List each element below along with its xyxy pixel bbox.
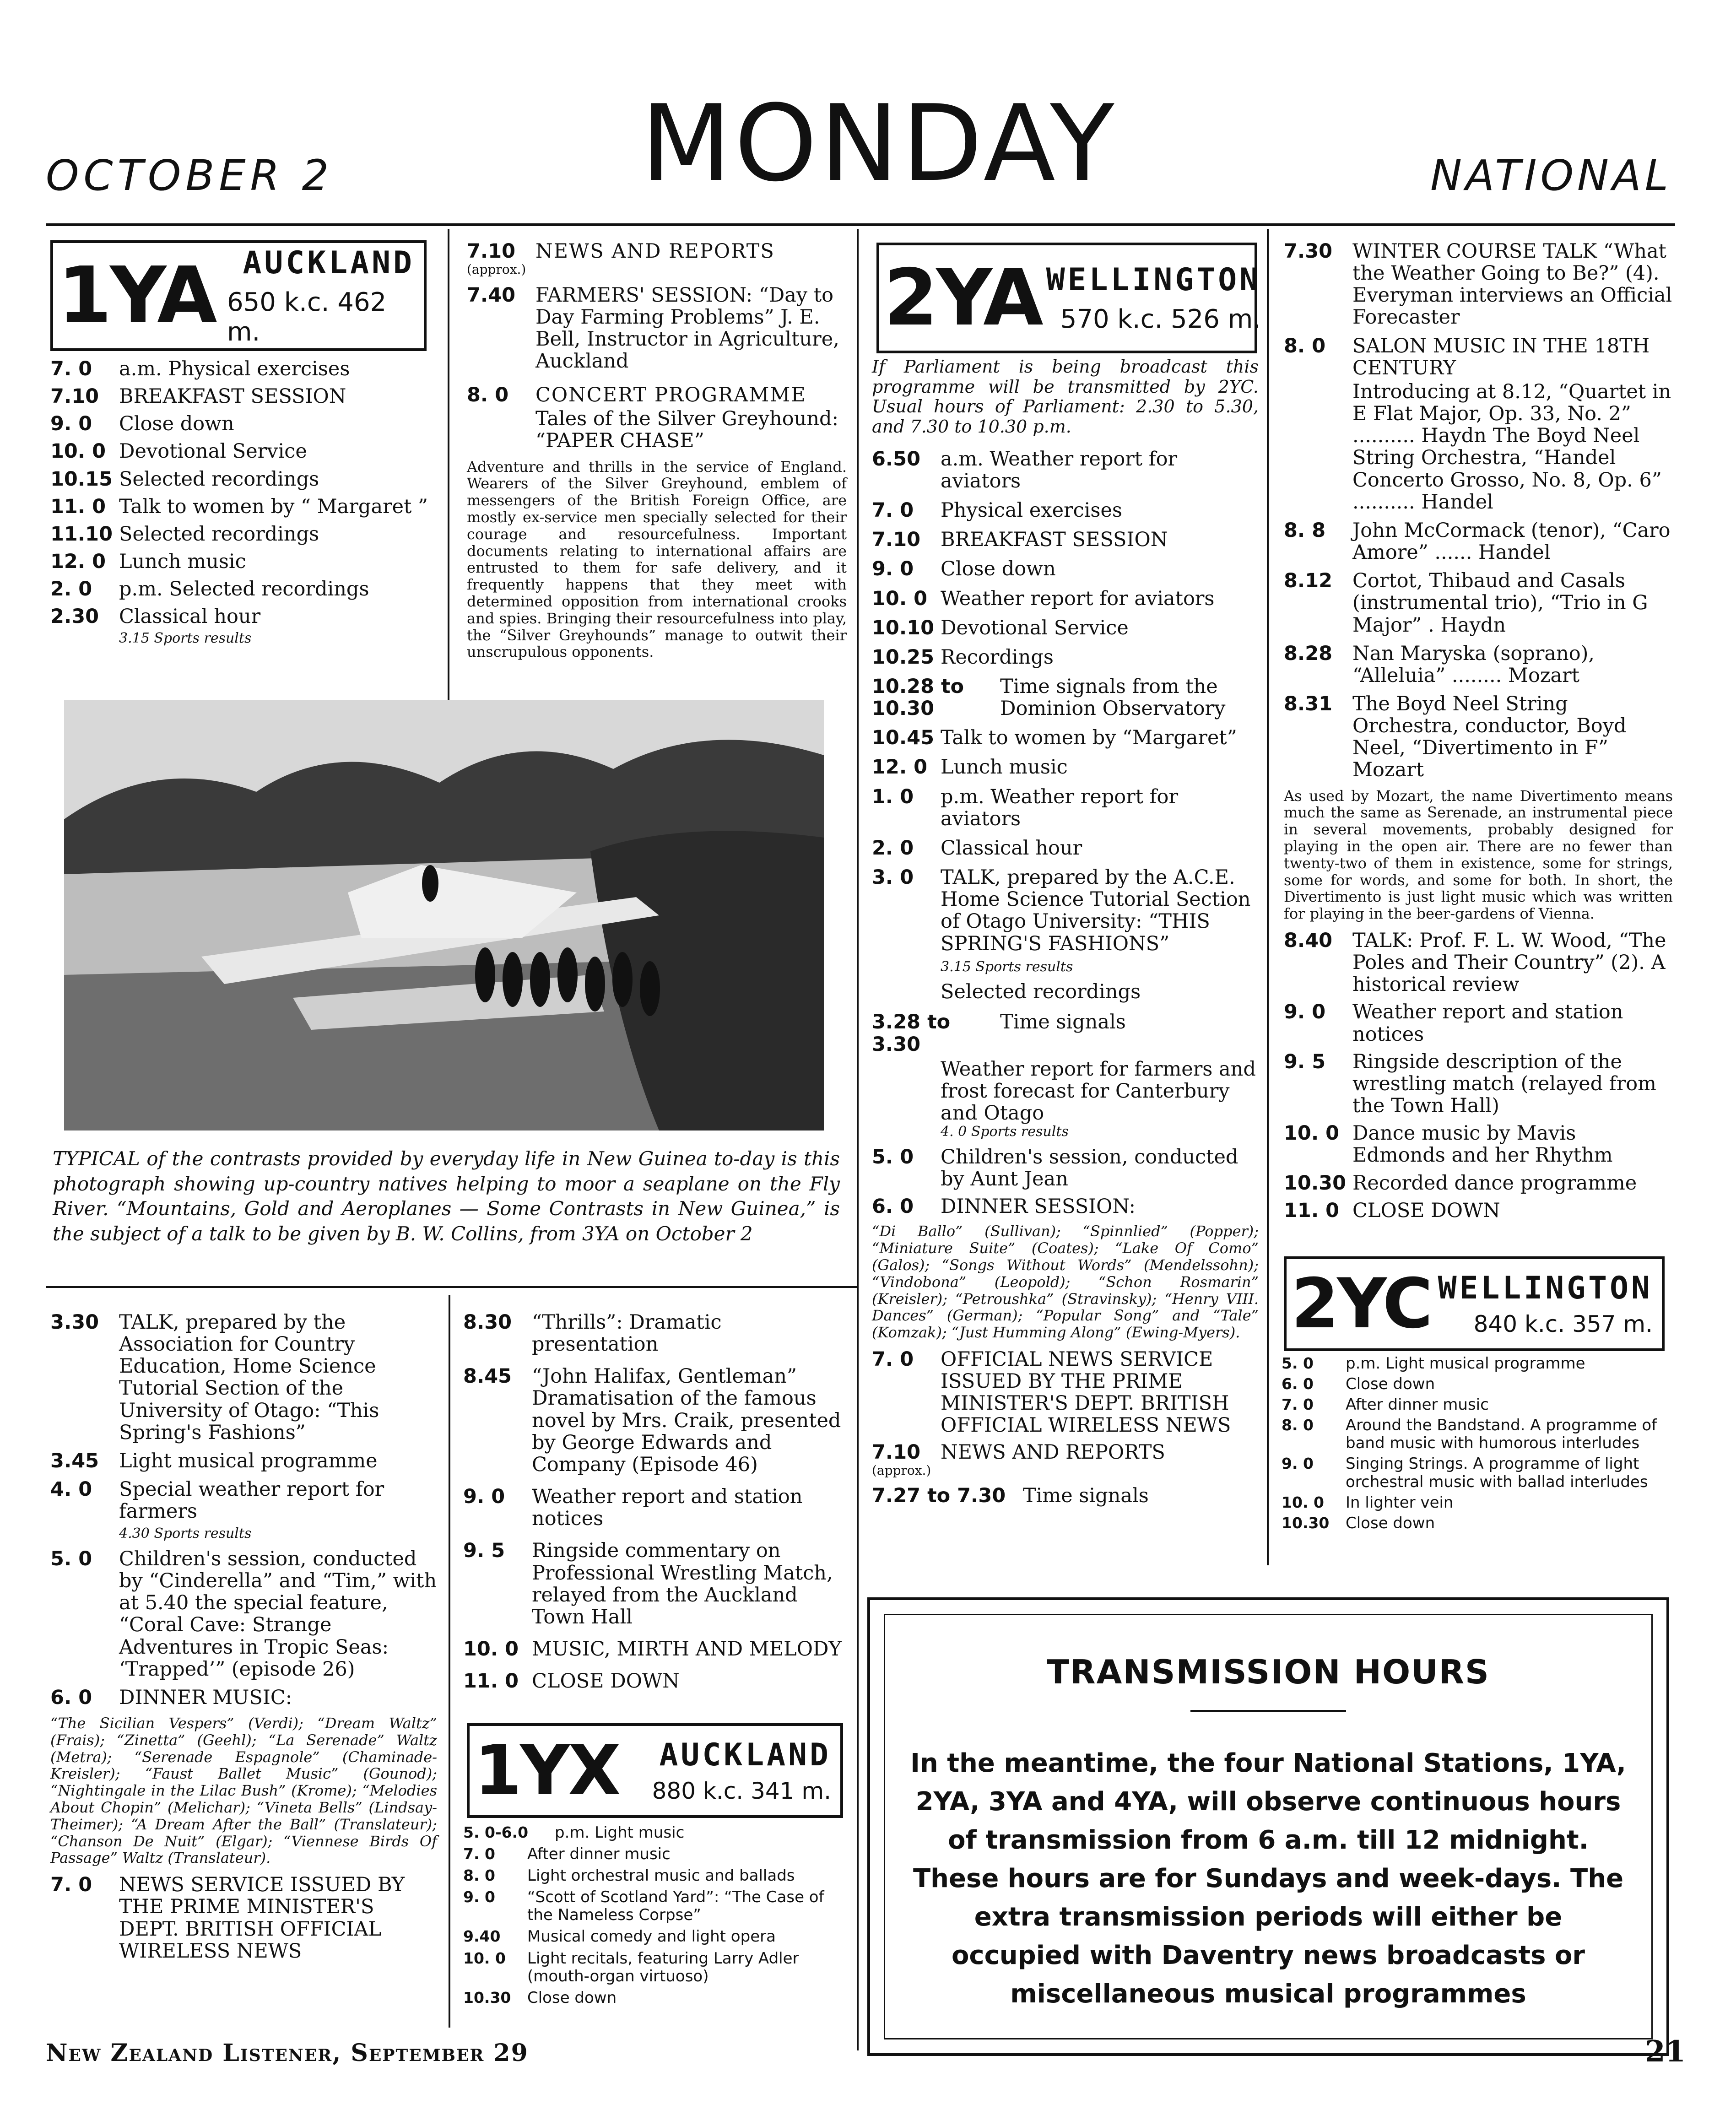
schedule-row xyxy=(50,385,444,407)
sports-results-note: 4.30 Sports results xyxy=(119,1525,252,1542)
schedule-row xyxy=(50,523,444,545)
programme-title: TALK: Prof. F. L. W. Wood, “The Poles and Their Country” (2). A historical review xyxy=(1352,929,1666,996)
programme-title: Selected recordings xyxy=(119,522,319,546)
programme-title: WINTER COURSE TALK “What the Weather Going to Be?” (4). Everyman interviews an Official Forecaster xyxy=(1352,240,1672,329)
programme-title: Children's session, conducted by Aunt Jean xyxy=(941,1145,1238,1190)
schedule-row xyxy=(1284,519,1673,563)
time-label: 10. 0 xyxy=(50,440,106,463)
programme-title: Light recitals, featuring Larry Adler (mouth-organ virtuoso) xyxy=(527,1949,799,1985)
time-label: 7.10 xyxy=(872,1440,921,1464)
programme-title: Classical hour xyxy=(941,836,1082,860)
programme-title: Children's session, conducted by “Cinderella” and “Tim,” with at 5.40 the special feature, “Coral Cave: Strange Adventures in Tropic Seas: ‘Trapped’” (episode 26) xyxy=(119,1547,437,1681)
time-label: 6. 0 xyxy=(1282,1375,1314,1393)
time-label: 10.25 xyxy=(872,645,935,669)
programme-title: Physical exercises xyxy=(941,499,1122,522)
schedule-row xyxy=(872,617,1259,639)
schedule-row xyxy=(463,1989,843,2007)
schedule-row xyxy=(872,866,1259,955)
schedule-row xyxy=(872,529,1259,551)
time-label: 2.30 xyxy=(50,605,99,628)
programme-title: BREAKFAST SESSION xyxy=(119,385,346,408)
time-label: 8.28 xyxy=(1284,642,1333,665)
time-label: 3.45 xyxy=(50,1449,99,1472)
schedule-row xyxy=(463,1311,848,1355)
schedule-row xyxy=(463,1950,843,1985)
programme-title: Close down xyxy=(527,1988,617,2007)
schedule-row xyxy=(1282,1494,1671,1512)
schedule-row xyxy=(463,1867,843,1885)
programme-title: Time signals xyxy=(1000,1011,1126,1034)
time-label: 7. 0 xyxy=(463,1845,495,1863)
time-label: 8.12 xyxy=(1284,569,1333,593)
time-label: 8. 0 xyxy=(1282,1416,1314,1434)
station-city: WELLINGTON xyxy=(1438,1270,1653,1306)
schedule-1ya-afternoon xyxy=(50,1311,437,1962)
time-label: 9. 0 xyxy=(463,1888,495,1906)
programme-title: FARMERS' SESSION: “Day to Day Farming Problems” J. E. Bell, Instructor in Agriculture, Auckland xyxy=(535,283,839,373)
time-label: 12. 0 xyxy=(50,550,106,573)
programme-title: SALON MUSIC IN THE 18TH CENTURY xyxy=(1352,334,1650,379)
schedule-row xyxy=(1284,1001,1673,1045)
time-label: 2. 0 xyxy=(50,578,92,601)
schedule-row xyxy=(872,558,1259,580)
time-label: 7.40 xyxy=(467,283,516,307)
section-rule xyxy=(46,1286,857,1288)
time-label: 7. 0 xyxy=(50,1873,92,1897)
programme-title: Musical comedy and light opera xyxy=(527,1927,776,1946)
schedule-row xyxy=(50,578,444,600)
schedule-1ya-night xyxy=(463,1311,848,1702)
divertimento-note: As used by Mozart, the name Divertimento means much the same as Serenade, an instrumental piece in several movements, probably designed for playing in the open air. There are no fewer than twenty-two of them in existence, some for strings, some for words, and some for both. In short, the Divertimento is just light music which was written for playing in the beer-gardens of Vienna. xyxy=(1284,787,1673,923)
paper-chase-description: Adventure and thrills in the service of England. Wearers of the Silver Greyhound, emblem of messengers of the British Foreign Office, are mostly ex-service men specially selected for their courage and resourcefulness. Important documents relating to international affairs are entrusted to them for safe delivery, and it frequently happens that they meet with determined opposition from international crooks and spies. Bringing their resourcefulness into play, the “Silver Greyhounds” manage to outwit their unscrupulous opponents. xyxy=(467,458,847,661)
schedule-row xyxy=(50,1450,437,1472)
schedule-row xyxy=(872,499,1259,521)
time-label: 7. 0 xyxy=(50,357,92,380)
schedule-row xyxy=(463,1845,843,1863)
programme-title: Weather report for aviators xyxy=(941,587,1215,610)
time-label: 6. 0 xyxy=(872,1195,914,1218)
time-label: 10. 0 xyxy=(1284,1122,1340,1145)
schedule-row xyxy=(50,551,444,573)
schedule-row xyxy=(463,1486,848,1530)
selected-recordings: Selected recordings xyxy=(941,980,1141,1004)
programme-title: After dinner music xyxy=(1346,1396,1489,1414)
time-label: 9. 0 xyxy=(1284,1001,1326,1024)
programme-title: Close down xyxy=(119,412,234,436)
programme-title: Selected recordings xyxy=(119,467,319,491)
programme-title: “John Halifax, Gentleman” Dramatisation of the famous novel by Mrs. Craik, presented by George Edwards and Company (Episode 46) xyxy=(532,1365,841,1476)
time-label: 9. 0 xyxy=(50,412,92,436)
schedule-row xyxy=(1282,1455,1671,1491)
programme-title: CLOSE DOWN xyxy=(1352,1199,1500,1222)
schedule-row xyxy=(1284,1122,1673,1166)
time-label: 7.10 xyxy=(467,240,516,263)
page-day-title: MONDAY xyxy=(641,83,1117,205)
schedule-row xyxy=(872,1195,1259,1217)
schedule-row xyxy=(463,1928,843,1946)
programme-title: Dance music by Mavis Edmonds and her Rhythm xyxy=(1352,1122,1613,1167)
schedule-row xyxy=(1284,643,1673,687)
approx-note: (approx.) xyxy=(467,262,526,277)
programme-title: TALK, prepared by the A.C.E. Home Science Tutorial Section of Otago University: “THIS SPRING'S FASHIONS” xyxy=(941,866,1251,955)
time-label: 11. 0 xyxy=(463,1670,519,1693)
programme-title: Weather report for farmers and frost forecast for Canterbury and Otago xyxy=(941,1057,1256,1125)
time-label: 8.45 xyxy=(463,1365,512,1388)
station-city: WELLINGTON xyxy=(1046,262,1261,298)
page-number: 21 xyxy=(1644,2034,1686,2069)
time-label: 2. 0 xyxy=(872,836,914,860)
time-label: 9. 0 xyxy=(463,1485,505,1509)
programme-subtitle: Tales of the Silver Greyhound: “PAPER CHASE” xyxy=(535,407,839,453)
time-label: 10.15 xyxy=(50,467,113,491)
network-label: NATIONAL xyxy=(1430,151,1672,200)
programme-title: NEWS AND REPORTS xyxy=(535,240,775,263)
time-label: 11.10 xyxy=(50,522,113,546)
programme-title: Ringside description of the wrestling match (relayed from the Town Hall) xyxy=(1352,1050,1656,1118)
station-box-1ya xyxy=(50,240,427,351)
time-label: 10. 0 xyxy=(463,1949,506,1967)
time-label: 9. 0 xyxy=(872,557,914,581)
station-frequency: 840 k.c. 357 m. xyxy=(1473,1311,1653,1337)
schedule-row xyxy=(463,1365,848,1476)
time-label: 7.30 xyxy=(1284,240,1333,263)
schedule-row xyxy=(50,468,444,490)
column-divider xyxy=(448,229,449,700)
schedule-row xyxy=(1282,1396,1671,1414)
time-label: 6. 0 xyxy=(50,1686,92,1709)
schedule-row xyxy=(1282,1417,1671,1452)
time-label: 7.10 xyxy=(872,528,921,552)
schedule-row xyxy=(872,646,1259,668)
callsign-2yc: 2YC xyxy=(1291,1264,1431,1344)
schedule-row xyxy=(872,1441,1259,1463)
programme-title: TALK, prepared by the Association for Country Education, Home Science Tutorial Section of the University of Otago: “This Spring's Fashions” xyxy=(119,1311,379,1444)
schedule-row xyxy=(1284,335,1673,379)
schedule-row xyxy=(50,358,444,380)
schedule-row xyxy=(463,1638,848,1660)
schedule-row xyxy=(463,1888,843,1924)
schedule-row xyxy=(50,496,444,518)
programme-title: Close down xyxy=(1346,1375,1435,1394)
time-label: 7.10 xyxy=(50,385,99,408)
column-divider xyxy=(1267,229,1269,1565)
programme-title: Nan Maryska (soprano), “Alleluia” ........ Mozart xyxy=(1352,642,1595,687)
programme-title: p.m. Selected recordings xyxy=(119,578,369,601)
programme-title: John McCormack (tenor), “Caro Amore” ...... Handel xyxy=(1352,519,1671,564)
programme-title: Talk to women by “ Margaret ” xyxy=(119,495,428,518)
schedule-row xyxy=(872,588,1259,610)
time-label xyxy=(872,1058,941,1124)
schedule-row xyxy=(50,1687,437,1709)
schedule-row xyxy=(50,606,444,627)
schedule-row xyxy=(1282,1375,1671,1393)
time-label: 7. 0 xyxy=(872,1347,914,1371)
time-label: 9. 5 xyxy=(463,1539,505,1563)
station-frequency: 650 k.c. 462 m. xyxy=(227,287,387,347)
schedule-row xyxy=(463,1824,843,1842)
time-label: 3.30 xyxy=(50,1311,99,1334)
programme-title: a.m. Weather report for aviators xyxy=(941,447,1178,492)
time-label: 7. 0 xyxy=(1282,1396,1314,1414)
programme-title: Ringside commentary on Professional Wrestling Match, relayed from the Auckland Town Hall xyxy=(532,1539,833,1628)
programme-title: Light orchestral music and ballads xyxy=(527,1866,795,1885)
time-label: 10. 0 xyxy=(463,1638,519,1661)
programme-title: Singing Strings. A programme of light orchestral music with ballad interludes xyxy=(1346,1455,1648,1491)
time-label: 5. 0 xyxy=(872,1145,914,1168)
programme-title: Special weather report for farmers xyxy=(119,1478,384,1523)
programme-title: In lighter vein xyxy=(1346,1493,1454,1512)
programme-title: NEWS SERVICE ISSUED BY THE PRIME MINISTER'S DEPT. BRITISH OFFICIAL WIRELESS NEWS xyxy=(119,1873,405,1963)
transmission-hours-box xyxy=(867,1597,1669,2056)
schedule-row xyxy=(872,1146,1259,1190)
station-city: AUCKLAND xyxy=(243,244,415,281)
column-divider xyxy=(857,229,859,2050)
programme-title: MUSIC, MIRTH AND MELODY xyxy=(532,1638,842,1661)
time-label: 3. 0 xyxy=(872,866,914,889)
programme-title: a.m. Physical exercises xyxy=(119,357,350,380)
programme-title: Weather report and station notices xyxy=(1352,1001,1623,1046)
schedule-row xyxy=(1284,1172,1673,1194)
header-rule xyxy=(46,223,1675,226)
station-frequency: 880 k.c. 341 m. xyxy=(652,1778,831,1804)
photo-caption: TYPICAL of the contrasts provided by everyday life in New Guinea to-day is this photograph showing up-country natives helping to moor a seaplane on the Fly River. “Mountains, Gold and Aeroplanes — Some Contrasts in New Guinea,” is the subject of a talk to be given by B. W. Collins, from 3YA on October 2 xyxy=(53,1147,840,1245)
schedule-row xyxy=(1284,693,1673,781)
time-label: 8. 0 xyxy=(467,384,509,407)
programme-title: CONCERT PROGRAMME xyxy=(535,384,806,407)
programme-title: Time signals from the Dominion Observatory xyxy=(1000,675,1226,720)
schedule-row xyxy=(872,1058,1259,1124)
time-label: 4. 0 xyxy=(50,1478,92,1501)
sports-results-note: 3.15 Sports results xyxy=(941,958,1073,975)
schedule-row xyxy=(50,1311,437,1444)
schedule-row xyxy=(872,727,1259,749)
schedule-row xyxy=(1284,1051,1673,1117)
time-label: 10. 0 xyxy=(872,587,928,610)
schedule-row xyxy=(50,1478,437,1522)
programme-title: “Scott of Scotland Yard”: “The Case of the Nameless Corpse” xyxy=(527,1888,824,1925)
time-label: 8.30 xyxy=(463,1311,512,1334)
time-label: 9.40 xyxy=(463,1927,501,1946)
schedule-1ya-evening xyxy=(467,240,847,668)
schedule-row xyxy=(872,448,1259,492)
programme-title: Time signals xyxy=(1023,1484,1149,1508)
programme-title: Talk to women by “Margaret” xyxy=(941,726,1237,750)
station-city: AUCKLAND xyxy=(659,1737,831,1773)
programme-title: CLOSE DOWN xyxy=(532,1670,680,1693)
programme-title: NEWS AND REPORTS xyxy=(941,1440,1165,1464)
programme-title: The Boyd Neel String Orchestra, conductor, Boyd Neel, “Divertimento in F” Mozart xyxy=(1352,692,1627,782)
time-label: 10.10 xyxy=(872,616,935,639)
programme-title: Devotional Service xyxy=(119,440,307,463)
programme-title: Cortot, Thibaud and Casals (instrumental trio), “Trio in G Major” . Haydn xyxy=(1352,569,1648,637)
time-label: 9. 0 xyxy=(1282,1455,1314,1473)
sports-results-note: 4. 0 Sports results xyxy=(941,1124,1069,1140)
time-label: 6.50 xyxy=(872,447,921,471)
time-label: 11. 0 xyxy=(50,495,106,518)
time-label: 8. 0 xyxy=(1284,334,1326,357)
sports-results-note: 3.15 Sports results xyxy=(119,630,252,646)
dinner-session-list: “Di Ballo” (Sullivan); “Spinnlied” (Popper); “Miniature Suite” (Coates); “Lake Of Como” (Galos); “Songs Without Words” (Mendelssohn); “Vindobona” (Leopold); “Schon Rosmarin” (Kreisler); “Petroushka” (Stravinsky); “Henry VIII. Dances” (German); “Popular Song” and “Tale” (Komzak); “Just Humming Along” (Ewing-Myers). xyxy=(872,1222,1259,1341)
seaplane-photo-image xyxy=(64,700,824,1131)
station-frequency: 570 k.c. 526 m. xyxy=(1060,304,1261,334)
schedule-row xyxy=(50,440,444,462)
time-label: 8. 0 xyxy=(463,1866,495,1885)
programme-title: p.m. Light musical programme xyxy=(1346,1354,1585,1373)
schedule-2ya-evening xyxy=(1284,240,1673,1227)
seaplane-photo xyxy=(64,700,824,1131)
callsign-2ya: 2YA xyxy=(884,253,1042,343)
schedule-2yc xyxy=(1282,1355,1671,1535)
schedule-2ya-day xyxy=(872,357,1259,1513)
schedule-row xyxy=(872,676,1259,719)
programme-title: Classical hour xyxy=(119,605,261,628)
schedule-1ya-morning xyxy=(50,358,444,652)
programme-title: OFFICIAL NEWS SERVICE ISSUED BY THE PRIME MINISTER'S DEPT. BRITISH OFFICIAL WIRELESS NEWS xyxy=(941,1347,1231,1437)
transmission-hours-title: TRANSMISSION HOURS xyxy=(1047,1653,1490,1691)
schedule-row xyxy=(50,1548,437,1680)
schedule-row xyxy=(872,1485,1259,1507)
schedule-row xyxy=(50,413,444,435)
time-label: 10.30 xyxy=(463,1988,511,2007)
time-label: 11. 0 xyxy=(1284,1199,1340,1222)
programme-title: Light musical programme xyxy=(119,1449,378,1472)
schedule-row xyxy=(50,1874,437,1962)
time-label: 12. 0 xyxy=(872,756,928,779)
time-label: 10.30 xyxy=(1284,1171,1347,1195)
schedule-1yx xyxy=(463,1824,843,2011)
time-label: 10. 0 xyxy=(1282,1493,1324,1511)
time-label: 8.31 xyxy=(1284,692,1333,715)
dinner-music-list: “The Sicilian Vespers” (Verdi); “Dream Waltz” (Frais); “Zinetta” (Geehl); “La Serenade” Waltz (Metra); “Serenade Espagnole” (Chaminade-Kreisler); “Faust Ballet Music” (Gounod); “Nightingale in the Lilac Bush” (Krome); “Melodies About Chopin” (Melichar); “Vineta Bells” (Lindsay-Theimer); “A Dream After the Ball” (Translateur); “Chanson De Nuit” (Elgar); “Viennese Birds Of Passage” Waltz (Translateur). xyxy=(50,1715,437,1867)
programme-title: “Thrills”: Dramatic presentation xyxy=(532,1311,722,1356)
schedule-row xyxy=(872,756,1259,778)
programme-title: Devotional Service xyxy=(941,616,1129,639)
schedule-row xyxy=(872,1348,1259,1437)
schedule-row xyxy=(463,1540,848,1628)
schedule-row xyxy=(1284,1200,1673,1222)
column-divider xyxy=(449,1295,450,2028)
schedule-row xyxy=(463,1670,848,1692)
programme-title: Lunch music xyxy=(941,756,1068,779)
schedule-row xyxy=(872,786,1259,830)
callsign-1yx: 1YX xyxy=(474,1731,619,1811)
station-box-2yc xyxy=(1284,1256,1665,1351)
parliament-note: If Parliament is being broadcast this programme will be transmitted by 2YC. Usual hours of Parliament: 2.30 to 5.30, and 7.30 to 10.30 p.m. xyxy=(872,357,1259,437)
time-label: 7.27 to 7.30 xyxy=(872,1484,1006,1508)
time-label: 8.40 xyxy=(1284,929,1333,952)
station-box-2ya xyxy=(876,243,1261,353)
schedule-row xyxy=(1284,240,1673,329)
time-label: 10.28 to 10.30 xyxy=(872,675,964,720)
programme-details: Introducing at 8.12, “Quartet in E Flat Major, Op. 33, No. 2” .......... Haydn The Boyd Neel String Orchestra, “Handel Concerto Grosso, No. 8, Op. 6” .......... Handel xyxy=(1352,380,1671,514)
programme-title: Close down xyxy=(941,557,1056,581)
station-box-1yx xyxy=(467,1723,843,1818)
programme-title: Close down xyxy=(1346,1514,1435,1532)
programme-title: BREAKFAST SESSION xyxy=(941,528,1168,552)
time-label: 5. 0 xyxy=(1282,1354,1314,1372)
programme-title: p.m. Weather report for aviators xyxy=(941,785,1179,830)
callsign-1ya: 1YA xyxy=(58,250,216,341)
time-label: 9. 5 xyxy=(1284,1050,1326,1073)
schedule-row xyxy=(1282,1355,1671,1373)
schedule-row xyxy=(1284,930,1673,995)
time-label: 8. 8 xyxy=(1284,519,1326,542)
time-label: 10.45 xyxy=(872,726,935,750)
transmission-hours-text: In the meantime, the four National Stations, 1YA, 2YA, 3YA and 4YA, will observe continuous hours of transmission from 6 a.m. till 12 midnight. These hours are for Sundays and week-days. The extra transmission periods will either be occupied with Daventry news broadcasts or miscellaneous musical programmes xyxy=(910,1748,1626,2009)
schedule-row xyxy=(1284,570,1673,636)
programme-title: Recordings xyxy=(941,645,1054,669)
programme-title: Weather report and station notices xyxy=(532,1485,803,1531)
time-label: 3.28 to 3.30 xyxy=(872,1011,951,1056)
schedule-row xyxy=(872,1011,1259,1055)
programme-title: Around the Bandstand. A programme of band music with humorous interludes xyxy=(1346,1416,1657,1453)
approx-note: (approx.) xyxy=(872,1462,931,1478)
programme-title: DINNER SESSION: xyxy=(941,1195,1136,1218)
schedule-row xyxy=(872,837,1259,859)
transmission-hours-rule xyxy=(1190,1710,1346,1712)
programme-title: Recorded dance programme xyxy=(1352,1171,1637,1195)
time-label: 7. 0 xyxy=(872,499,914,522)
time-label: 1. 0 xyxy=(872,785,914,808)
programme-title: After dinner music xyxy=(527,1845,671,1864)
programme-title: p.m. Light music xyxy=(555,1823,685,1842)
time-label: 5. 0-6.0 xyxy=(463,1823,529,1841)
page-date: OCTOBER 2 xyxy=(46,151,334,200)
programme-title: Lunch music xyxy=(119,550,246,573)
time-label: 10.30 xyxy=(1282,1514,1330,1532)
publication-footer: New Zealand Listener, September 29 xyxy=(46,2039,529,2067)
schedule-row xyxy=(1282,1515,1671,1532)
time-label: 5. 0 xyxy=(50,1547,92,1570)
programme-title: DINNER MUSIC: xyxy=(119,1686,292,1709)
